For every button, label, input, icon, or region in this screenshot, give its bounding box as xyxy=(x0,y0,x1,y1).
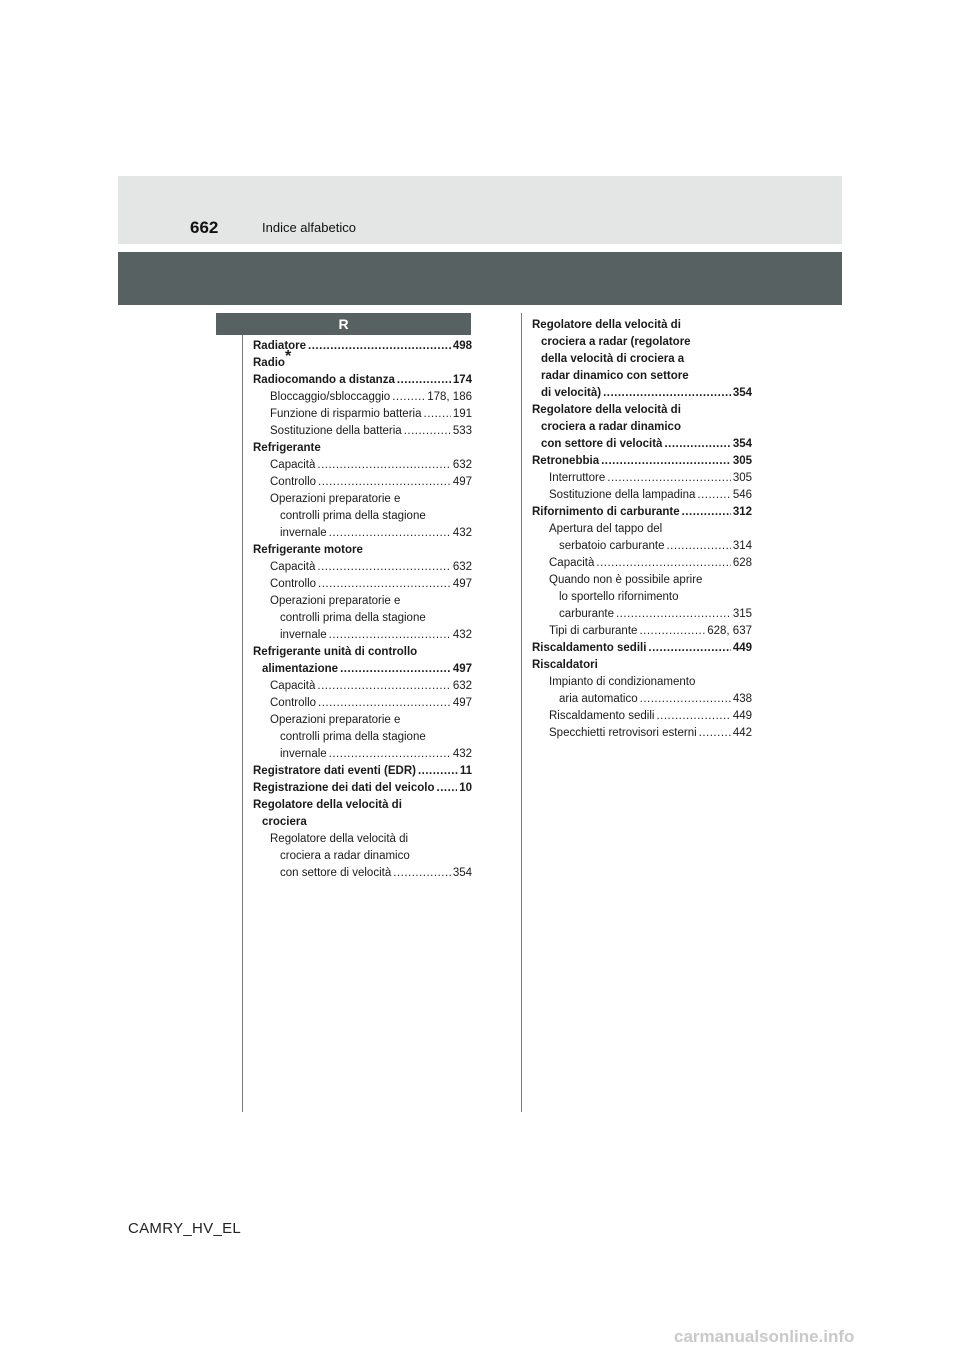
left-column-rule xyxy=(242,335,243,1112)
index-entry-line: Regolatore della velocità di xyxy=(253,799,402,811)
index-entry[interactable]: Registratore dati eventi (EDR) ..... 11 xyxy=(253,763,472,780)
index-subentry[interactable]: aria automatico ..... 438 xyxy=(532,691,752,708)
index-subentry[interactable]: invernale ..... 432 xyxy=(253,746,472,763)
index-subentry-line: Impianto di condizionamento xyxy=(549,676,696,688)
index-entry-line: della velocità di crociera a xyxy=(541,353,685,365)
index-subentry[interactable]: Riscaldamento sedili ..... 449 xyxy=(532,708,752,725)
index-subentry[interactable]: Capacità ..... 628 xyxy=(532,555,752,572)
index-entry[interactable]: Registrazione dei dati del veicolo ..... 10 xyxy=(253,780,472,797)
index-subentry[interactable]: Sostituzione della batteria ..... 533 xyxy=(253,423,472,440)
watermark: carmanualsonline.info xyxy=(674,1327,855,1346)
center-column-rule xyxy=(521,313,522,1112)
index-subentry[interactable]: Interruttore ..... 305 xyxy=(532,470,752,487)
index-subentry-line: Apertura del tappo del xyxy=(549,523,663,535)
section-title: Indice alfabetico xyxy=(262,220,356,235)
index-entry: Refrigerante xyxy=(253,442,321,454)
index-subentry[interactable]: Bloccaggio/sbloccaggio ..... 178, 186 xyxy=(253,389,472,406)
index-subentry[interactable]: serbatoio carburante ..... 314 xyxy=(532,538,752,555)
index-entry[interactable]: Retronebbia ..... 305 xyxy=(532,453,752,470)
index-entry-line: crociera a radar dinamico xyxy=(541,421,681,433)
header-band xyxy=(118,176,842,244)
index-entry[interactable]: Rifornimento di carburante ..... 312 xyxy=(532,504,752,521)
index-subentry[interactable]: Tipi di carburante ..... 628, 637 xyxy=(532,623,752,640)
index-entry-line: Regolatore della velocità di xyxy=(532,319,681,331)
index-subentry-line: Regolatore della velocità di xyxy=(270,833,409,845)
index-subentry-line: controlli prima della stagione xyxy=(280,612,426,624)
index-entry-line: crociera a radar (regolatore xyxy=(541,336,691,348)
index-subentry[interactable]: con settore di velocità ..... 354 xyxy=(253,865,472,882)
index-subentry-line: lo sportello rifornimento xyxy=(559,591,679,603)
model-code-footer: CAMRY_HV_EL xyxy=(128,1220,242,1237)
index-subentry-line: Operazioni preparatorie e xyxy=(270,595,401,607)
index-subentry-line: Quando non è possibile aprire xyxy=(549,574,703,586)
index-subentry-line: crociera a radar dinamico xyxy=(280,850,410,862)
index-entry[interactable]: alimentazione ..... 497 xyxy=(253,661,472,678)
page-number: 662 xyxy=(190,218,219,237)
index-subentry[interactable]: invernale ..... 432 xyxy=(253,525,472,542)
index-subentry[interactable]: Capacità ..... 632 xyxy=(253,678,472,695)
index-subentry[interactable]: Funzione di risparmio batteria ..... 191 xyxy=(253,406,472,423)
index-column-right xyxy=(532,317,752,742)
index-subentry-line: Operazioni preparatorie e xyxy=(270,493,401,505)
index-subentry[interactable]: carburante ..... 315 xyxy=(532,606,752,623)
index-column-left xyxy=(253,338,472,882)
index-entry: Refrigerante motore xyxy=(253,544,363,556)
index-entry[interactable]: di velocità) ..... 354 xyxy=(532,385,752,402)
index-subentry[interactable]: Controllo ..... 497 xyxy=(253,474,472,491)
index-entry: Riscaldatori xyxy=(532,659,598,671)
index-subentry[interactable]: Controllo ..... 497 xyxy=(253,695,472,712)
index-subentry[interactable]: Capacità ..... 632 xyxy=(253,457,472,474)
index-entry[interactable]: Radiatore ..... 498 xyxy=(253,338,472,355)
index-entry-line: Regolatore della velocità di xyxy=(532,404,681,416)
index-subentry-line: controlli prima della stagione xyxy=(280,510,426,522)
index-entry[interactable]: Radio* xyxy=(253,348,292,369)
index-letter-heading: R xyxy=(216,313,471,335)
index-subentry[interactable]: Specchietti retrovisori esterni ..... 442 xyxy=(532,725,752,742)
index-subentry[interactable]: Controllo ..... 497 xyxy=(253,576,472,593)
index-entry-line: radar dinamico con settore xyxy=(541,370,689,382)
index-entry[interactable]: con settore di velocità ..... 354 xyxy=(532,436,752,453)
section-banner xyxy=(118,252,842,305)
index-entry[interactable]: Riscaldamento sedili ..... 449 xyxy=(532,640,752,657)
index-subentry-line: Operazioni preparatorie e xyxy=(270,714,401,726)
index-subentry[interactable]: Sostituzione della lampadina ..... 546 xyxy=(532,487,752,504)
index-entry[interactable]: Radiocomando a distanza ..... 174 xyxy=(253,372,472,389)
index-entry-line: Refrigerante unità di controllo xyxy=(253,646,418,658)
index-subentry[interactable]: Capacità ..... 632 xyxy=(253,559,472,576)
index-subentry[interactable]: invernale ..... 432 xyxy=(253,627,472,644)
index-entry-line: crociera xyxy=(262,816,307,828)
index-subentry-line: controlli prima della stagione xyxy=(280,731,426,743)
footnote-mark: * xyxy=(284,348,292,365)
